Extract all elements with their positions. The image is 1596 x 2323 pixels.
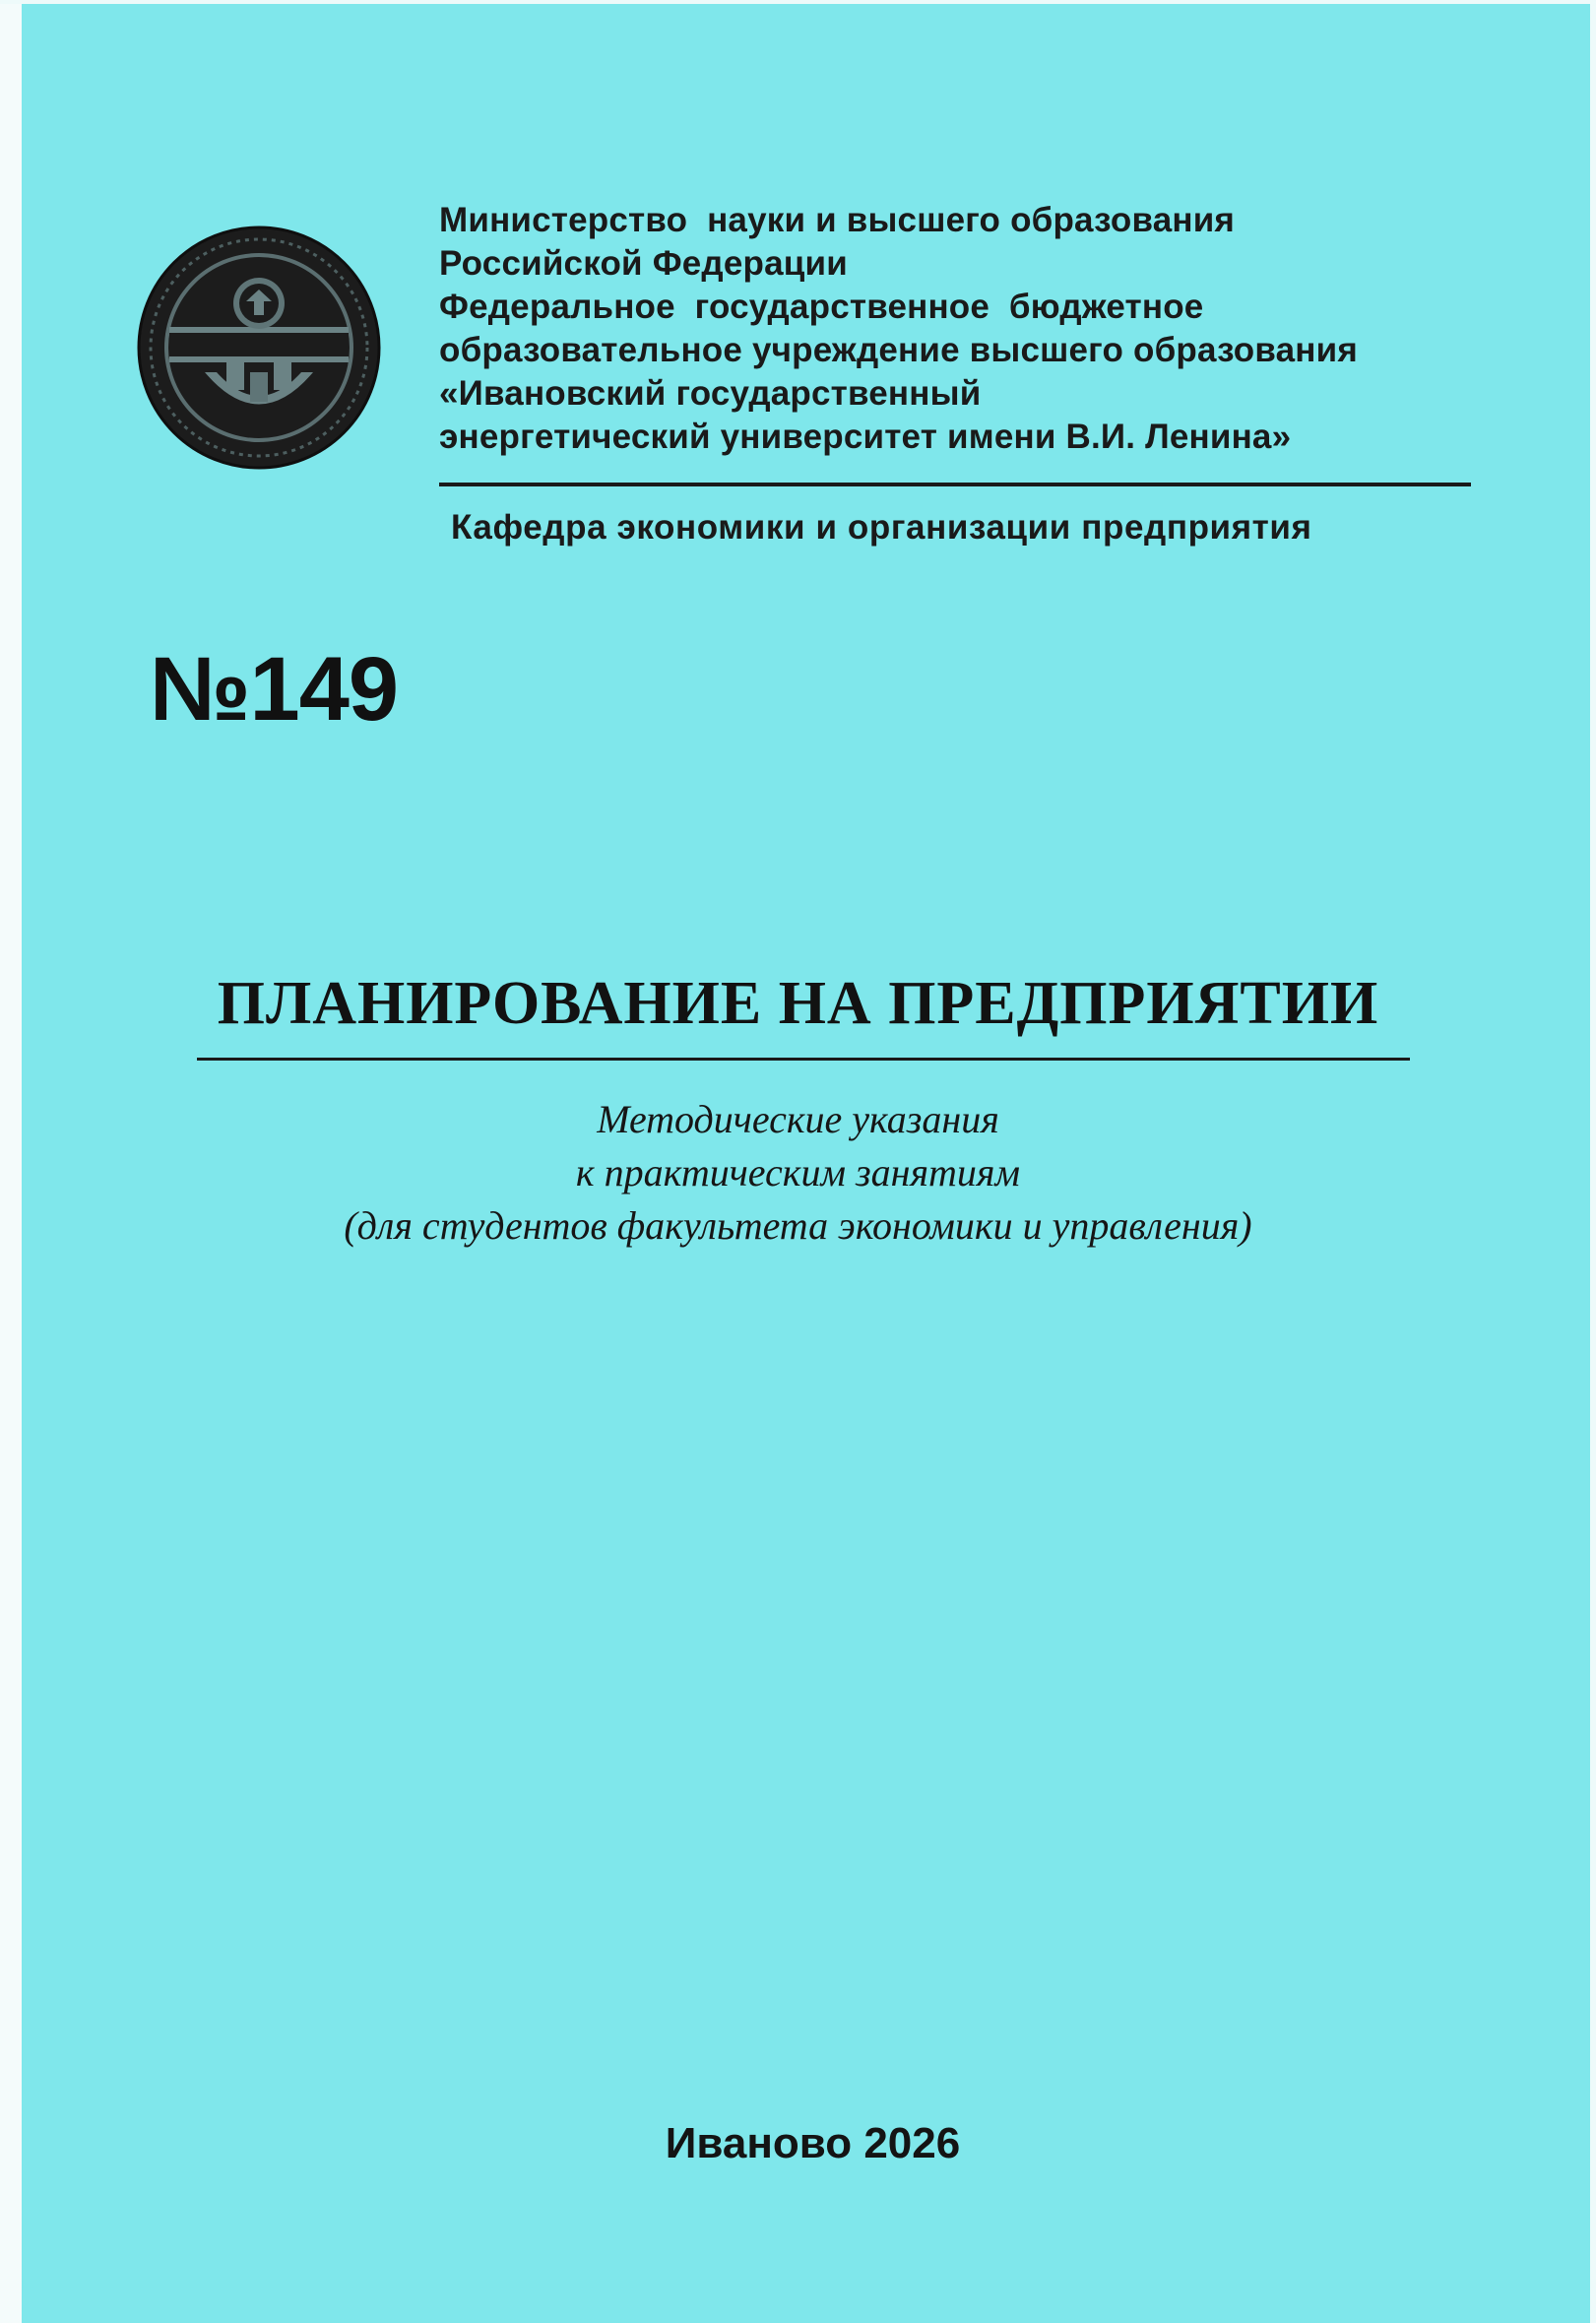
header-line: «Ивановский государственный <box>439 374 982 413</box>
header-divider <box>439 483 1471 486</box>
scan-edge-top <box>0 0 1596 4</box>
header-line: образовательное учреждение высшего образования <box>439 331 1358 369</box>
header-line: Министерство науки и высшего образования <box>439 201 1236 239</box>
publication-number: №149 <box>150 639 399 740</box>
institution-header <box>439 199 1483 459</box>
city-year: Иваново 2026 <box>665 2119 961 2167</box>
document-title: ПЛАНИРОВАНИЕ НА ПРЕДПРИЯТИИ <box>217 970 1379 1037</box>
header-line: энергетический университет имени В.И. Ленина» <box>439 418 1292 456</box>
subtitle-line: Методические указания <box>597 1097 999 1141</box>
university-emblem-icon <box>136 225 382 471</box>
title-divider <box>197 1058 1410 1061</box>
header-line: Федеральное государственное бюджетное <box>439 288 1204 326</box>
header-line: Российской Федерации <box>439 244 848 283</box>
department-name: Кафедра экономики и организации предприятия <box>451 508 1312 547</box>
subtitle-line: (для студентов факультета экономики и управления) <box>344 1203 1252 1248</box>
document-subtitle <box>0 1093 1596 1253</box>
subtitle-line: к практическим занятиям <box>575 1150 1021 1194</box>
